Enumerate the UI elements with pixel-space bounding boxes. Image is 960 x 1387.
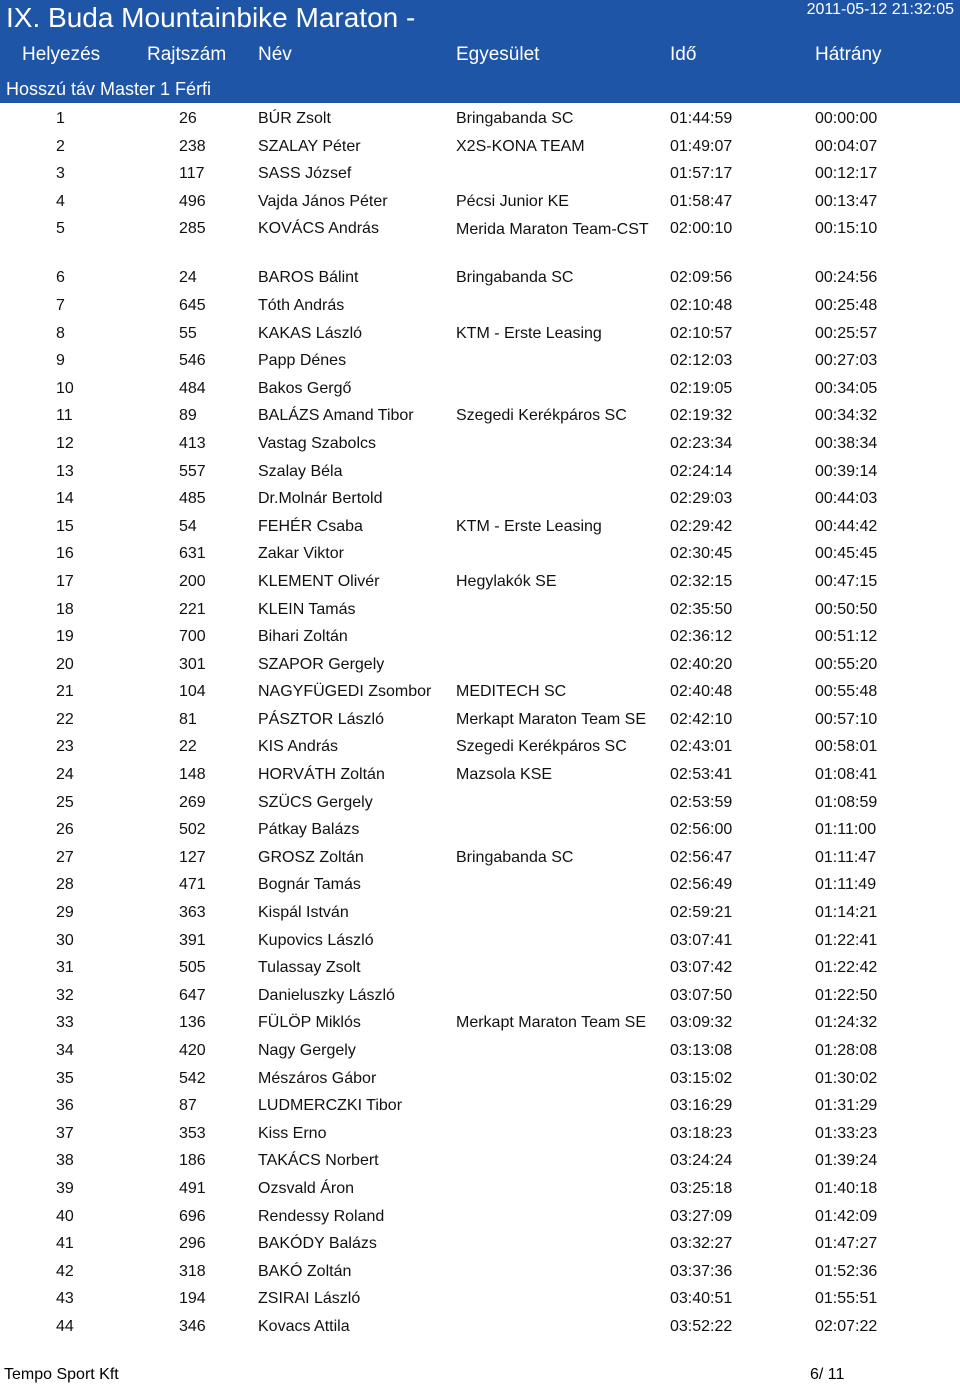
gap-cell: 01:40:18 [815,1179,878,1197]
print-timestamp: 2011-05-12 21:32:05 [806,1,954,18]
position-cell: 16 [56,545,74,563]
table-row [0,1283,960,1311]
bib-cell: 391 [179,931,206,949]
name-cell: Pátkay Balázs [258,821,360,839]
gap-cell: 00:12:17 [815,165,878,183]
club-cell: Bringabanda SC [456,269,574,287]
position-cell: 3 [56,165,65,183]
position-cell: 26 [56,821,74,839]
name-cell: Zakar Viktor [258,545,344,563]
name-cell: Danieluszky László [258,986,395,1004]
name-cell: Kupovics László [258,931,374,949]
position-cell: 19 [56,628,74,646]
gap-cell: 00:44:42 [815,517,878,535]
name-cell: Szalay Béla [258,462,343,480]
gap-cell: 00:55:20 [815,655,878,673]
time-cell: 02:53:41 [670,766,733,784]
table-row [0,538,960,566]
name-cell: SZÜCS Gergely [258,793,373,811]
time-cell: 02:10:57 [670,324,733,342]
column-header-name: Név [258,44,292,65]
table-row [0,869,960,897]
club-cell: MEDITECH SC [456,683,567,701]
position-cell: 30 [56,931,74,949]
name-cell: KOVÁCS András [258,220,379,238]
position-cell: 27 [56,848,74,866]
time-cell: 02:43:01 [670,738,733,756]
table-row [0,1311,960,1339]
position-cell: 28 [56,876,74,894]
bib-cell: 22 [179,738,197,756]
bib-cell: 24 [179,269,197,287]
position-cell: 6 [56,269,65,287]
name-cell: Tóth András [258,296,345,314]
name-cell: Kovacs Attila [258,1317,350,1335]
table-row [0,456,960,484]
table-row [0,980,960,1008]
name-cell: Rendessy Roland [258,1207,385,1225]
table-row [0,1201,960,1229]
position-cell: 20 [56,655,74,673]
column-header-time: Idő [670,44,697,65]
name-cell: TAKÁCS Norbert [258,1152,379,1170]
bib-cell: 647 [179,986,206,1004]
name-cell: KLEIN Tamás [258,600,356,618]
table-row [0,1145,960,1173]
footer-page-number: 6/ 11 [810,1366,845,1383]
bib-cell: 471 [179,876,206,894]
time-cell: 03:07:42 [670,959,733,977]
name-cell: PÁSZTOR László [258,710,384,728]
gap-cell: 01:22:41 [815,931,878,949]
position-cell: 38 [56,1152,74,1170]
time-cell: 02:23:34 [670,434,733,452]
bib-cell: 136 [179,1014,206,1032]
name-cell: BAKÓDY Balázs [258,1235,377,1253]
bib-cell: 200 [179,572,206,590]
position-cell: 23 [56,738,74,756]
gap-cell: 01:22:50 [815,986,878,1004]
gap-cell: 00:27:03 [815,352,878,370]
bib-cell: 546 [179,352,206,370]
time-cell: 03:27:09 [670,1207,733,1225]
bib-cell: 485 [179,490,206,508]
bib-cell: 54 [179,517,197,535]
bib-cell: 484 [179,379,206,397]
table-row [0,925,960,953]
name-cell: Ozsvald Áron [258,1179,355,1197]
club-cell: Mazsola KSE [456,766,553,784]
table-row [0,594,960,622]
time-cell: 03:40:51 [670,1290,733,1308]
time-cell: 02:30:45 [670,545,733,563]
gap-cell: 01:24:32 [815,1014,878,1032]
results-table [0,103,960,1339]
position-cell: 24 [56,766,74,784]
position-cell: 7 [56,296,65,314]
table-row [0,1256,960,1284]
gap-cell: 00:00:00 [815,110,878,127]
club-cell: Bringabanda SC [456,110,574,127]
table-row [0,952,960,980]
time-cell: 03:13:08 [670,1042,733,1059]
position-cell: 37 [56,1124,74,1142]
time-cell: 02:19:32 [670,407,733,425]
name-cell: BAKÓ Zoltán [258,1262,352,1280]
time-cell: 02:09:56 [670,269,733,287]
name-cell: SZAPOR Gergely [258,655,385,673]
name-cell: HORVÁTH Zoltán [258,766,385,784]
time-cell: 03:24:24 [670,1152,733,1170]
position-cell: 9 [56,352,65,370]
table-row [0,483,960,511]
position-cell: 36 [56,1097,74,1115]
name-cell: Bognár Tamás [258,876,361,894]
column-header-gap: Hátrány [815,44,882,65]
table-row [0,842,960,870]
name-cell: BAROS Bálint [258,269,359,287]
position-cell: 41 [56,1235,74,1253]
time-cell: 03:52:22 [670,1317,733,1335]
gap-cell: 00:50:50 [815,600,878,618]
table-row [0,1228,960,1256]
name-cell: BÚR Zsolt [258,110,331,127]
gap-cell: 01:11:47 [815,848,877,866]
gap-cell: 00:04:07 [815,137,878,155]
time-cell: 02:00:10 [670,220,733,238]
time-cell: 03:16:29 [670,1097,733,1115]
column-header-bib: Rajtszám [147,44,227,65]
time-cell: 02:24:14 [670,462,733,480]
gap-cell: 02:07:22 [815,1317,878,1335]
gap-cell: 01:08:59 [815,793,878,811]
table-row [0,676,960,704]
time-cell: 02:56:00 [670,821,733,839]
name-cell: Bakos Gergő [258,379,352,397]
club-cell: Pécsi Junior KE [456,192,569,210]
bib-cell: 502 [179,821,206,839]
time-cell: 03:15:02 [670,1069,733,1087]
gap-cell: 01:08:41 [815,766,878,784]
time-cell: 02:36:12 [670,628,733,646]
position-cell: 32 [56,986,74,1004]
bib-cell: 645 [179,296,206,314]
name-cell: Papp Dénes [258,352,347,370]
position-cell: 12 [56,434,74,452]
bib-cell: 55 [179,324,197,342]
bib-cell: 148 [179,766,206,784]
position-cell: 25 [56,793,74,811]
position-cell: 1 [56,110,65,127]
bib-cell: 269 [179,793,206,811]
bib-cell: 491 [179,1179,206,1197]
time-cell: 02:32:15 [670,572,733,590]
time-cell: 02:56:47 [670,848,733,866]
table-row [0,213,960,262]
time-cell: 02:35:50 [670,600,733,618]
position-cell: 29 [56,904,74,922]
name-cell: ZSIRAI László [258,1290,361,1308]
gap-cell: 01:28:08 [815,1042,878,1059]
club-cell: Szegedi Kerékpáros SC [456,738,627,756]
gap-cell: 01:22:42 [815,959,878,977]
bib-cell: 363 [179,904,206,922]
gap-cell: 00:58:01 [815,738,878,756]
name-cell: KIS András [258,738,339,756]
time-cell: 02:19:05 [670,379,733,397]
time-cell: 02:10:48 [670,296,733,314]
time-cell: 02:56:49 [670,876,733,894]
time-cell: 02:29:42 [670,517,733,535]
position-cell: 5 [56,220,65,238]
table-row [0,787,960,815]
gap-cell: 00:15:10 [815,220,878,238]
name-cell: KAKAS László [258,324,363,342]
bib-cell: 81 [179,710,197,728]
gap-cell: 00:39:14 [815,462,878,480]
table-row [0,290,960,318]
time-cell: 03:07:41 [670,931,733,949]
table-row [0,103,960,131]
column-header-club: Egyesület [456,44,540,65]
bib-cell: 353 [179,1124,206,1142]
club-cell: Hegylakók SE [456,572,557,590]
time-cell: 03:09:32 [670,1014,733,1032]
position-cell: 14 [56,490,74,508]
gap-cell: 00:25:57 [815,324,878,342]
gap-cell: 00:34:32 [815,407,878,425]
gap-cell: 01:33:23 [815,1124,878,1142]
table-row [0,1118,960,1146]
position-cell: 34 [56,1042,74,1059]
table-row [0,759,960,787]
name-cell: SZALAY Péter [258,137,361,155]
club-cell: Merida Maraton Team-CST [456,221,649,239]
table-row [0,731,960,759]
table-row [0,400,960,428]
bib-cell: 542 [179,1069,206,1087]
footer-company: Tempo Sport Kft [4,1366,119,1383]
time-cell: 03:32:27 [670,1235,733,1253]
name-cell: FÜLÖP Miklós [258,1014,361,1032]
table-row [0,428,960,456]
position-cell: 42 [56,1262,74,1280]
gap-cell: 01:42:09 [815,1207,878,1225]
name-cell: Nagy Gergely [258,1042,356,1059]
table-row [0,318,960,346]
club-cell: KTM - Erste Leasing [456,324,602,342]
position-cell: 39 [56,1179,74,1197]
table-row [0,566,960,594]
time-cell: 03:18:23 [670,1124,733,1142]
table-row [0,1007,960,1035]
table-row [0,186,960,214]
time-cell: 01:57:17 [670,165,733,183]
bib-cell: 301 [179,655,206,673]
bib-cell: 89 [179,407,197,425]
gap-cell: 01:11:00 [815,821,877,839]
name-cell: Bihari Zoltán [258,628,348,646]
bib-cell: 631 [179,545,206,563]
gap-cell: 01:55:51 [815,1290,878,1308]
name-cell: Mészáros Gábor [258,1069,377,1087]
bib-cell: 413 [179,434,206,452]
bib-cell: 117 [179,165,205,183]
position-cell: 22 [56,710,74,728]
bib-cell: 696 [179,1207,206,1225]
bib-cell: 87 [179,1097,197,1115]
name-cell: Dr.Molnár Bertold [258,490,383,508]
bib-cell: 194 [179,1290,206,1308]
position-cell: 44 [56,1317,74,1335]
column-header-position: Helyezés [22,44,101,65]
time-cell: 01:44:59 [670,110,733,127]
position-cell: 4 [56,192,65,210]
gap-cell: 00:47:15 [815,572,878,590]
time-cell: 02:40:20 [670,655,733,673]
bib-cell: 221 [179,600,206,618]
gap-cell: 01:52:36 [815,1262,878,1280]
table-row [0,345,960,373]
name-cell: SASS József [258,165,352,183]
position-cell: 18 [56,600,74,618]
bib-cell: 346 [179,1317,206,1335]
name-cell: BALÁZS Amand Tibor [258,407,414,425]
gap-cell: 00:13:47 [815,192,878,210]
gap-cell: 00:57:10 [815,710,878,728]
gap-cell: 01:14:21 [815,904,878,922]
position-cell: 8 [56,324,65,342]
time-cell: 03:37:36 [670,1262,733,1280]
time-cell: 03:25:18 [670,1179,733,1197]
position-cell: 15 [56,517,74,535]
table-row [0,158,960,186]
bib-cell: 238 [179,137,206,155]
position-cell: 31 [56,959,74,977]
table-row [0,897,960,925]
name-cell: Kispál István [258,904,349,922]
name-cell: GROSZ Zoltán [258,848,364,866]
table-row [0,131,960,159]
bib-cell: 557 [179,462,206,480]
bib-cell: 505 [179,959,206,977]
table-row [0,373,960,401]
gap-cell: 00:44:03 [815,490,878,508]
gap-cell: 00:25:48 [815,296,878,314]
name-cell: Vastag Szabolcs [258,434,376,452]
time-cell: 02:40:48 [670,683,733,701]
table-row [0,1090,960,1118]
table-row [0,621,960,649]
gap-cell: 00:38:34 [815,434,878,452]
gap-cell: 01:31:29 [815,1097,878,1115]
bib-cell: 318 [179,1262,206,1280]
gap-cell: 00:24:56 [815,269,878,287]
position-cell: 17 [56,572,74,590]
club-cell: Merkapt Maraton Team SE [456,1014,647,1032]
name-cell: NAGYFÜGEDI Zsombor [258,683,432,701]
club-cell: Szegedi Kerékpáros SC [456,407,627,425]
gap-cell: 00:45:45 [815,545,878,563]
bib-cell: 700 [179,628,206,646]
position-cell: 40 [56,1207,74,1225]
name-cell: Vajda János Péter [258,192,388,210]
bib-cell: 104 [179,683,206,701]
position-cell: 11 [56,407,73,425]
bib-cell: 296 [179,1235,206,1253]
bib-cell: 186 [179,1152,206,1170]
club-cell: X2S-KONA TEAM [456,137,585,155]
time-cell: 02:42:10 [670,710,733,728]
name-cell: KLEMENT Olivér [258,572,380,590]
position-cell: 35 [56,1069,74,1087]
time-cell: 02:53:59 [670,793,733,811]
results-header [0,0,960,103]
club-cell: KTM - Erste Leasing [456,517,602,535]
position-cell: 43 [56,1290,74,1308]
bib-cell: 26 [179,110,197,127]
time-cell: 03:07:50 [670,986,733,1004]
position-cell: 21 [56,683,74,701]
position-cell: 13 [56,462,74,480]
time-cell: 02:12:03 [670,352,733,370]
gap-cell: 00:34:05 [815,379,878,397]
bib-cell: 496 [179,192,206,210]
table-row [0,704,960,732]
bib-cell: 127 [179,848,206,866]
gap-cell: 00:55:48 [815,683,878,701]
time-cell: 02:29:03 [670,490,733,508]
table-row [0,511,960,539]
category-title: Hosszú táv Master 1 Férfi [6,79,212,99]
table-row [0,649,960,677]
table-row [0,1035,960,1063]
bib-cell: 285 [179,220,206,238]
name-cell: LUDMERCZKI Tibor [258,1097,403,1115]
name-cell: Kiss Erno [258,1124,327,1142]
gap-cell: 01:11:49 [815,876,877,894]
club-cell: Merkapt Maraton Team SE [456,710,647,728]
gap-cell: 01:47:27 [815,1235,878,1253]
position-cell: 33 [56,1014,74,1032]
table-row [0,262,960,290]
gap-cell: 01:39:24 [815,1152,878,1170]
gap-cell: 01:30:02 [815,1069,878,1087]
time-cell: 01:49:07 [670,137,733,155]
name-cell: FEHÉR Csaba [258,517,363,535]
position-cell: 2 [56,137,65,155]
table-row [0,814,960,842]
name-cell: Tulassay Zsolt [258,959,361,977]
table-row [0,1063,960,1091]
bib-cell: 420 [179,1042,206,1059]
club-cell: Bringabanda SC [456,848,574,866]
page-title: IX. Buda Mountainbike Maraton - [6,2,416,33]
table-row [0,1173,960,1201]
position-cell: 10 [56,379,74,397]
gap-cell: 00:51:12 [815,628,878,646]
time-cell: 01:58:47 [670,192,733,210]
time-cell: 02:59:21 [670,904,733,922]
